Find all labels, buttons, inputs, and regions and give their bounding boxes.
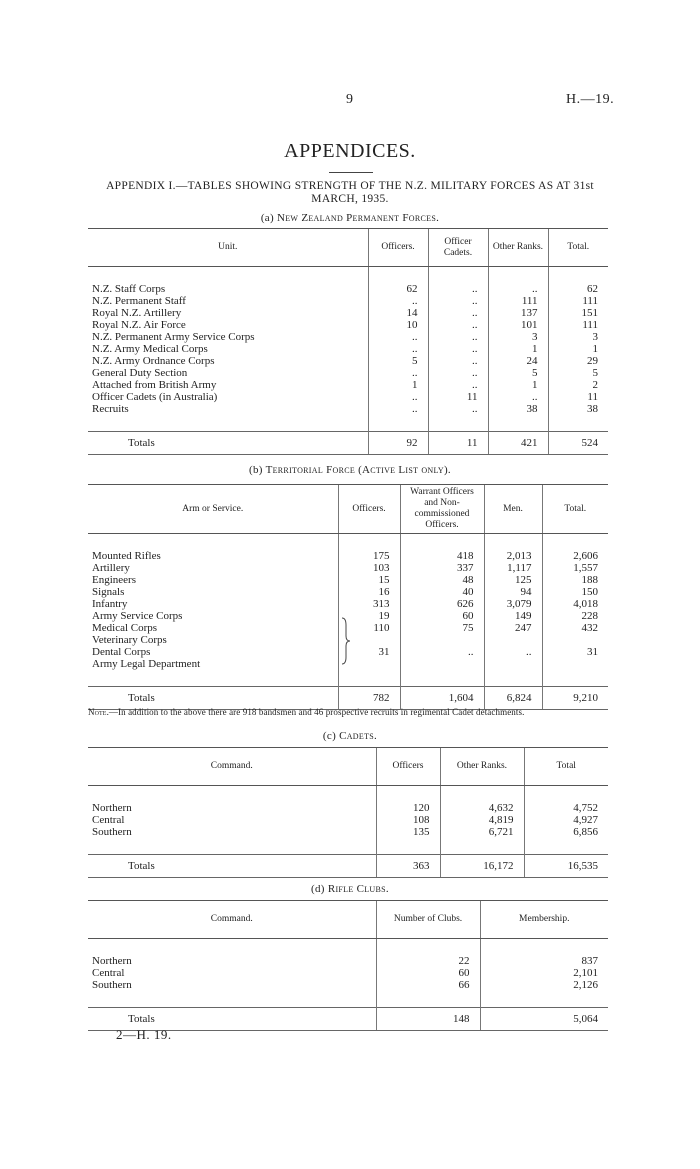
- cell-value: ..: [428, 343, 488, 355]
- caption-label: (c): [322, 730, 337, 742]
- column-header: Command.: [88, 901, 376, 939]
- spacer-cell: [88, 267, 368, 284]
- table-row: [88, 967, 608, 979]
- cell-value: 228: [542, 610, 608, 622]
- cell-value: 4,927: [524, 814, 608, 826]
- cell-value: 247: [484, 622, 542, 634]
- row-label: Central: [92, 814, 125, 826]
- cell-value: 418: [400, 550, 484, 562]
- cell-value: ..: [368, 295, 428, 307]
- column-header: Number of Clubs.: [376, 901, 480, 939]
- cell-value: 40: [400, 586, 484, 598]
- caption-text: New Zealand Permanent Forces.: [277, 212, 440, 224]
- caption-text: Rifle Clubs.: [327, 883, 389, 895]
- spacer-cell: [338, 670, 400, 687]
- column-header: Officers: [376, 748, 440, 786]
- cell-value: 2,126: [480, 979, 608, 991]
- column-header: Total.: [542, 485, 608, 534]
- row-label: Army Service Corps: [92, 610, 183, 622]
- row-label: Dental Corps: [92, 646, 151, 658]
- caption-rifle-clubs: [0, 883, 700, 895]
- column-header: Arm or Service.: [88, 485, 338, 534]
- cell-value: 313: [338, 598, 400, 610]
- spacer-cell: [88, 534, 338, 551]
- cell-value: 11: [548, 391, 608, 403]
- spacer-cell: [488, 415, 548, 432]
- spacer-cell: [488, 267, 548, 284]
- cell-value: 5: [368, 355, 428, 367]
- spacer-cell: [338, 534, 400, 551]
- cell-value: 1: [488, 379, 548, 391]
- cell-value: ..: [400, 646, 484, 658]
- cell-value: ..: [428, 355, 488, 367]
- cell-value: ..: [484, 646, 542, 658]
- cell-value: 2,013: [484, 550, 542, 562]
- cell-value: 108: [376, 814, 440, 826]
- table-row: [88, 367, 608, 379]
- row-label: Totals: [88, 1008, 376, 1031]
- caption-permanent-forces: [0, 212, 700, 224]
- note: [88, 707, 628, 717]
- row-label: General Duty Section: [92, 367, 188, 379]
- column-header: Total: [524, 748, 608, 786]
- cell-value: [400, 658, 484, 670]
- row-label: Totals: [88, 687, 338, 710]
- spacer-cell: [368, 267, 428, 284]
- cell-value: 2,606: [542, 550, 608, 562]
- table-row: [88, 391, 608, 403]
- cell-value: 11: [428, 432, 488, 455]
- spacer-cell: [88, 991, 376, 1008]
- cell-value: 188: [542, 574, 608, 586]
- spacer-row: [88, 991, 608, 1008]
- spacer-cell: [400, 534, 484, 551]
- table-territorial-force: [88, 484, 608, 710]
- cell-value: 110: [338, 622, 400, 634]
- column-header: Other Ranks.: [488, 229, 548, 267]
- cell-value: ..: [428, 403, 488, 415]
- cell-value: 31: [542, 646, 608, 658]
- column-header: Command.: [88, 748, 376, 786]
- cell-value: 24: [488, 355, 548, 367]
- table-row: [88, 331, 608, 343]
- cell-value: ..: [428, 367, 488, 379]
- table-row: [88, 343, 608, 355]
- cell-value: 75: [400, 622, 484, 634]
- spacer-cell: [480, 939, 608, 956]
- spacer-cell: [524, 838, 608, 855]
- cell-value: 16,535: [524, 855, 608, 878]
- cell-value: 38: [548, 403, 608, 415]
- spacer-cell: [542, 670, 608, 687]
- cell-value: 4,018: [542, 598, 608, 610]
- cell-value: 2,101: [480, 967, 608, 979]
- cell-value: 111: [548, 295, 608, 307]
- cell-value: [484, 658, 542, 670]
- cell-value: 103: [338, 562, 400, 574]
- row-label: Northern: [92, 802, 132, 814]
- spacer-row: [88, 534, 608, 551]
- cell-value: 5: [488, 367, 548, 379]
- cell-value: ..: [428, 283, 488, 295]
- row-label: N.Z. Permanent Staff: [92, 295, 186, 307]
- cell-value: 6,721: [440, 826, 524, 838]
- row-label: Attached from British Army: [92, 379, 217, 391]
- table-row: [88, 283, 608, 295]
- cell-value: 3,079: [484, 598, 542, 610]
- table-row: [88, 319, 608, 331]
- row-label: Medical Corps: [92, 622, 158, 634]
- table-row: [88, 403, 608, 415]
- cell-value: 10: [368, 319, 428, 331]
- cell-value: ..: [428, 331, 488, 343]
- caption-label: (a): [260, 212, 274, 224]
- row-label: Infantry: [92, 598, 128, 610]
- spacer-cell: [376, 838, 440, 855]
- cell-value: ..: [428, 295, 488, 307]
- column-header: Officers.: [338, 485, 400, 534]
- spacer-cell: [88, 838, 376, 855]
- cell-value: [484, 634, 542, 646]
- row-label: Veterinary Corps: [92, 634, 167, 646]
- cell-value: 432: [542, 622, 608, 634]
- spacer-row: [88, 267, 608, 284]
- table-row: [88, 574, 608, 586]
- table-row: [88, 562, 608, 574]
- spacer-cell: [88, 939, 376, 956]
- cell-value: 15: [338, 574, 400, 586]
- totals-row: [88, 432, 608, 455]
- cell-value: ..: [428, 379, 488, 391]
- column-header: Total.: [548, 229, 608, 267]
- cell-value: 1,604: [400, 687, 484, 710]
- cell-value: 60: [376, 967, 480, 979]
- cell-value: 29: [548, 355, 608, 367]
- cell-value: 6,856: [524, 826, 608, 838]
- cell-value: 48: [400, 574, 484, 586]
- cell-value: 4,819: [440, 814, 524, 826]
- spacer-row: [88, 939, 608, 956]
- cell-value: 151: [548, 307, 608, 319]
- cell-value: 6,824: [484, 687, 542, 710]
- row-label: Recruits: [92, 403, 129, 415]
- table-row: [88, 826, 608, 838]
- row-label: Totals: [88, 855, 376, 878]
- spacer-cell: [440, 786, 524, 803]
- cell-value: ..: [428, 319, 488, 331]
- spacer-cell: [400, 670, 484, 687]
- caption-text: Territorial Force (Active List only).: [265, 464, 451, 476]
- table-row: [88, 814, 608, 826]
- cell-value: 125: [484, 574, 542, 586]
- cell-value: [542, 634, 608, 646]
- spacer-cell: [548, 415, 608, 432]
- document-reference: H.—19.: [566, 92, 615, 107]
- table-row: [88, 307, 608, 319]
- row-label: Engineers: [92, 574, 136, 586]
- cell-value: 837: [480, 955, 608, 967]
- cell-value: 1: [488, 343, 548, 355]
- title-rule: [329, 172, 373, 173]
- table-row: [88, 979, 608, 991]
- cell-value: 9,210: [542, 687, 608, 710]
- cell-value: 92: [368, 432, 428, 455]
- cell-value: 19: [338, 610, 400, 622]
- table-row: [88, 802, 608, 814]
- note-label: Note.: [88, 707, 109, 717]
- spacer-cell: [440, 838, 524, 855]
- spacer-cell: [484, 534, 542, 551]
- cell-value: ..: [428, 307, 488, 319]
- table-rifle-clubs: [88, 900, 608, 1031]
- note-text: —In addition to the above there are 918 bandsmen and 46 prospective recruits in regimental Cadet detachments.: [108, 707, 525, 717]
- column-header: Membership.: [480, 901, 608, 939]
- cell-value: 149: [484, 610, 542, 622]
- spacer-row: [88, 415, 608, 432]
- column-header: Officer Cadets.: [428, 229, 488, 267]
- spacer-cell: [524, 786, 608, 803]
- page-header: [0, 92, 700, 108]
- row-label: Royal N.Z. Air Force: [92, 319, 186, 331]
- cell-value: 337: [400, 562, 484, 574]
- cell-value: 1,557: [542, 562, 608, 574]
- spacer-cell: [428, 415, 488, 432]
- cell-value: 14: [368, 307, 428, 319]
- column-header: Other Ranks.: [440, 748, 524, 786]
- row-label: Royal N.Z. Artillery: [92, 307, 182, 319]
- row-label: Signals: [92, 586, 125, 598]
- row-label: Army Legal Department: [92, 658, 201, 670]
- cell-value: 11: [428, 391, 488, 403]
- cell-value: [400, 634, 484, 646]
- table-row: [88, 295, 608, 307]
- table-row: [88, 379, 608, 391]
- table-row: [88, 355, 608, 367]
- cell-value: ..: [368, 391, 428, 403]
- caption-label: (b): [249, 464, 263, 476]
- cell-value: 4,632: [440, 802, 524, 814]
- cell-value: ..: [488, 391, 548, 403]
- spacer-cell: [88, 670, 338, 687]
- spacer-cell: [542, 534, 608, 551]
- brace-icon: [341, 617, 351, 665]
- row-label: Central: [92, 967, 125, 979]
- spacer-row: [88, 838, 608, 855]
- cell-value: ..: [368, 343, 428, 355]
- cell-value: 135: [376, 826, 440, 838]
- row-label: N.Z. Army Ordnance Corps: [92, 355, 215, 367]
- spacer-row: [88, 670, 608, 687]
- cell-value: 5,064: [480, 1008, 608, 1031]
- cell-value: 22: [376, 955, 480, 967]
- spacer-cell: [428, 267, 488, 284]
- cell-value: 66: [376, 979, 480, 991]
- spacer-cell: [88, 786, 376, 803]
- spacer-row: [88, 786, 608, 803]
- page-number: 9: [346, 92, 353, 107]
- spacer-cell: [376, 991, 480, 1008]
- cell-value: 3: [488, 331, 548, 343]
- cell-value: 120: [376, 802, 440, 814]
- cell-value: 60: [400, 610, 484, 622]
- row-label: Artillery: [92, 562, 130, 574]
- cell-value: 175: [338, 550, 400, 562]
- page-footer: 2—H. 19.: [116, 1027, 172, 1042]
- cell-value: 38: [488, 403, 548, 415]
- row-label: Northern: [92, 955, 132, 967]
- cell-value: 524: [548, 432, 608, 455]
- cell-value: [542, 658, 608, 670]
- caption-text: Cadets.: [339, 730, 378, 742]
- spacer-cell: [368, 415, 428, 432]
- table-permanent-forces: [88, 228, 608, 455]
- table-row: [88, 550, 608, 562]
- cell-value: ..: [488, 283, 548, 295]
- cell-value: 31: [338, 646, 400, 658]
- spacer-cell: [376, 939, 480, 956]
- table-row: [88, 598, 608, 610]
- row-label: Southern: [92, 979, 132, 991]
- caption-label: (d): [311, 883, 325, 895]
- row-label: Southern: [92, 826, 132, 838]
- cell-value: 2: [548, 379, 608, 391]
- row-label: Officer Cadets (in Australia): [92, 391, 218, 403]
- cell-value: ..: [368, 403, 428, 415]
- cell-value: 62: [548, 283, 608, 295]
- spacer-cell: [88, 415, 368, 432]
- cell-value: 16,172: [440, 855, 524, 878]
- cell-value: 1,117: [484, 562, 542, 574]
- table-row: [88, 955, 608, 967]
- cell-value: 62: [368, 283, 428, 295]
- cell-value: 1: [548, 343, 608, 355]
- cell-value: 626: [400, 598, 484, 610]
- row-label: N.Z. Army Medical Corps: [92, 343, 208, 355]
- cell-value: 137: [488, 307, 548, 319]
- row-label: Mounted Rifles: [92, 550, 161, 562]
- table-cadets: [88, 747, 608, 878]
- caption-territorial-force: [0, 464, 700, 476]
- cell-value: 16: [338, 586, 400, 598]
- column-header: Officers.: [368, 229, 428, 267]
- caption-cadets: [0, 730, 700, 742]
- column-header: Warrant Officers and Non-commissioned Officers.: [400, 485, 484, 534]
- page-title: APPENDICES.: [284, 140, 416, 162]
- cell-value: 421: [488, 432, 548, 455]
- spacer-cell: [480, 991, 608, 1008]
- cell-value: 94: [484, 586, 542, 598]
- cell-value: ..: [368, 367, 428, 379]
- cell-value: 101: [488, 319, 548, 331]
- row-label: N.Z. Staff Corps: [92, 283, 166, 295]
- cell-value: 782: [338, 687, 400, 710]
- cell-value: 150: [542, 586, 608, 598]
- table-row: [88, 586, 608, 598]
- cell-value: 4,752: [524, 802, 608, 814]
- totals-row: [88, 855, 608, 878]
- appendix-heading: APPENDIX I.—TABLES SHOWING STRENGTH OF THE N.Z. MILITARY FORCES AS AT 31st MARCH, 1935.: [106, 180, 594, 205]
- cell-value: 5: [548, 367, 608, 379]
- spacer-cell: [376, 786, 440, 803]
- cell-value: 3: [548, 331, 608, 343]
- cell-value: 1: [368, 379, 428, 391]
- cell-value: 148: [376, 1008, 480, 1031]
- column-header: Unit.: [88, 229, 368, 267]
- cell-value: ..: [368, 331, 428, 343]
- cell-value: 111: [548, 319, 608, 331]
- row-label: Totals: [88, 432, 368, 455]
- cell-value: 363: [376, 855, 440, 878]
- cell-value: 111: [488, 295, 548, 307]
- column-header: Men.: [484, 485, 542, 534]
- spacer-cell: [548, 267, 608, 284]
- row-label: N.Z. Permanent Army Service Corps: [92, 331, 255, 343]
- spacer-cell: [484, 670, 542, 687]
